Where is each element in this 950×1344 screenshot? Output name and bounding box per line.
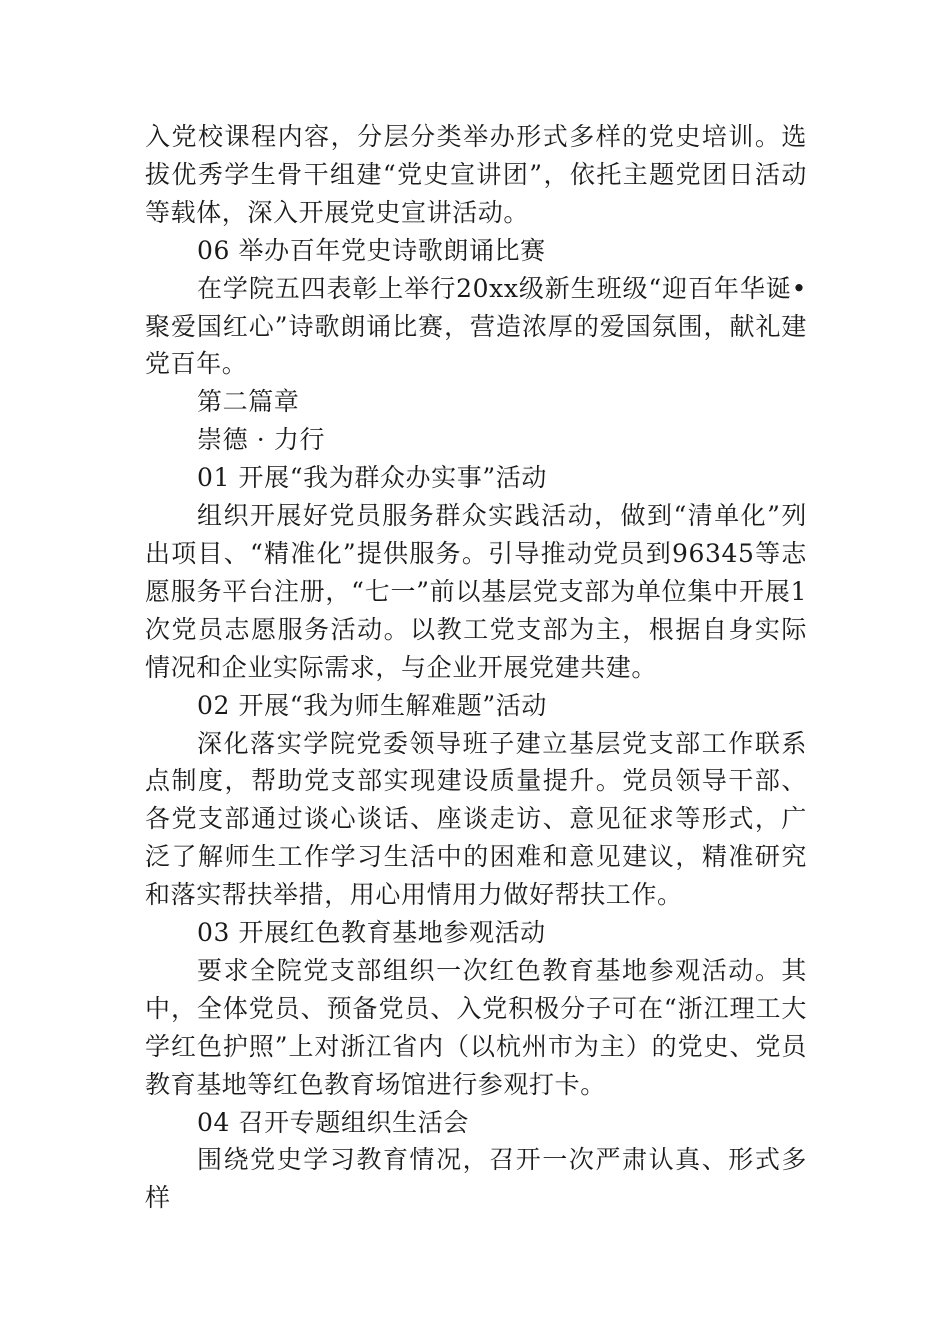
section-heading: 06 举办百年党史诗歌朗诵比赛 [197,235,546,265]
body-paragraph: 要求全院党支部组织一次红色教育基地参观活动。其中，全体党员、预备党员、入党积极分子可在“浙江理工大学红色护照”上对浙江省内（以杭州市为主）的党史、党员教育基地等红色教育场馆进行参观打卡。 [145,955,807,1099]
body-paragraph: 在学院五四表彰上举行20xx级新生班级“迎百年华诞•聚爱国红心”诗歌朗诵比赛，营造浓厚的爱国氛围，献礼建党百年。 [145,273,807,379]
document-body [145,118,807,1217]
section-heading: 01 开展“我为群众办实事”活动 [197,463,547,493]
body-paragraph: 深化落实学院党委领导班子建立基层党支部工作联系点制度，帮助党支部实现建设质量提升。党员领导干部、各党支部通过谈心谈话、座谈走访、意见征求等形式，广泛了解师生工作学习生活中的困难和意见建议，精准研究和落实帮扶举措，用心用情用力做好帮扶工作。 [145,728,807,910]
body-paragraph: 围绕党史学习教育情况，召开一次严肃认真、形式多样 [145,1145,807,1213]
body-paragraph: 组织开展好党员服务群众实践活动，做到“清单化”列出项目、“精准化”提供服务。引导推动党员到96345等志愿服务平台注册，“七一”前以基层党支部为单位集中开展1次党员志愿服务活动。以教工党支部为主，根据自身实际情况和企业实际需求，与企业开展党建共建。 [145,501,807,682]
section-heading: 03 开展红色教育基地参观活动 [197,918,546,948]
section-heading: 02 开展“我为师生解难题”活动 [197,690,547,720]
chapter-subtitle: 崇德 · 力行 [197,425,326,455]
chapter-title: 第二篇章 [197,387,300,417]
section-heading: 04 召开专题组织生活会 [197,1107,469,1137]
body-paragraph: 入党校课程内容，分层分类举办形式多样的党史培训。选拔优秀学生骨干组建“党史宣讲团”，依托主题党团日活动等载体，深入开展党史宣讲活动。 [145,122,807,227]
